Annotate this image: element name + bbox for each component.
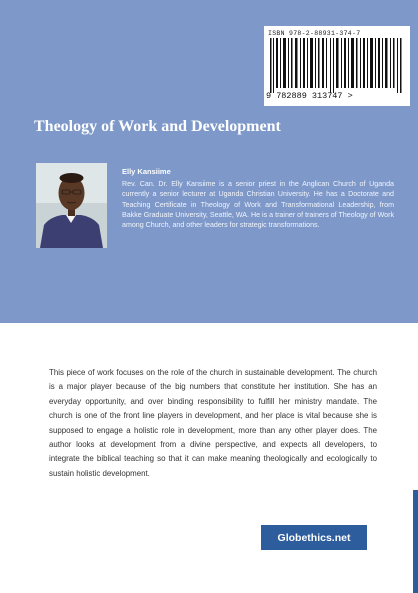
isbn-text: ISBN 978-2-88931-374-7 <box>268 30 361 37</box>
edge-strip <box>413 490 418 593</box>
author-photo <box>36 163 107 248</box>
author-bio: Rev. Can. Dr. Elly Kansiime is a senior priest in the Anglican Church of Uganda currently a senior lecturer at Uganda Christian University. He has a Doctorate and Teaching Certificate in Theology of Work and Transformational Leadership, from Bakke Graduate University, Seattle, WA. He is a trainer of trainers of Theology of Work among Church, and other leaders for strategic transformations. <box>122 180 394 230</box>
author-portrait-icon <box>36 163 107 248</box>
publisher-logo: Globethics.net <box>261 525 367 550</box>
barcode-digits: 9 782889 313747 > <box>266 91 353 101</box>
barcode-icon <box>270 38 404 93</box>
barcode-box <box>264 26 410 106</box>
book-description: This piece of work focuses on the role of the church in sustainable development. The church is a major player because of the big numbers that constitute her institution. She has an everyday opportunity, and over binding responsibility to fulfill her ministry mandate. The church is one of the front line players in development, and her place is vital because she is supposed to engage a holistic role in development, more than any other player does. The author looks at development from a divine perspective, and expects all developers, to integrate the biblical teaching so that it can make meaning theologically and ecologically to sustain holistic development. <box>49 368 377 478</box>
author-name: Elly Kansiime <box>122 167 171 176</box>
book-title: Theology of Work and Development <box>34 118 281 135</box>
